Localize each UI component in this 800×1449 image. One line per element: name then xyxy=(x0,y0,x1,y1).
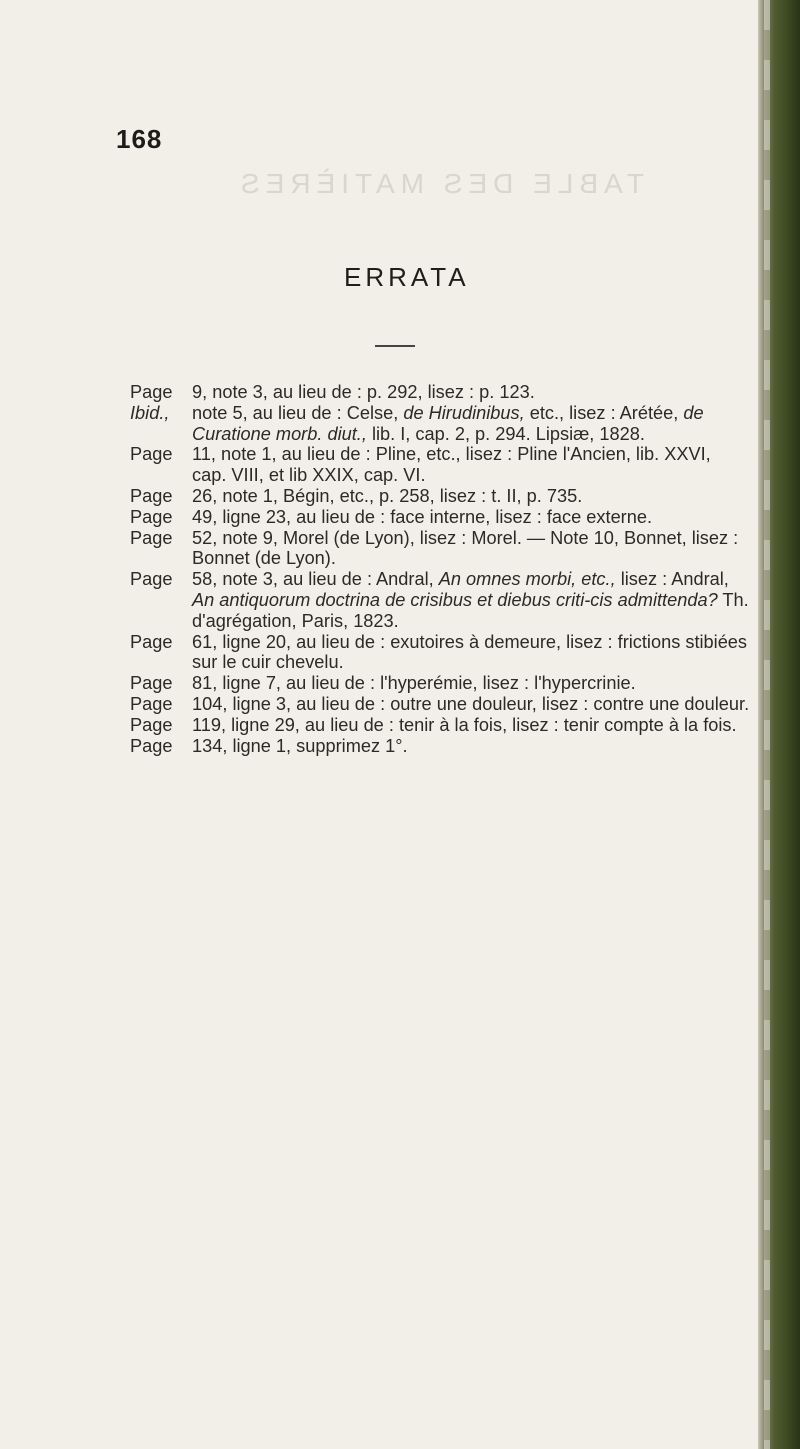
errata-entry xyxy=(130,486,750,507)
page-number: 168 xyxy=(116,124,163,154)
errata-entry xyxy=(130,632,750,674)
errata-entry xyxy=(130,569,750,631)
entry-italic: An antiquorum doctrina de crisibus et diebus criti-cis admittenda? xyxy=(192,589,718,610)
entry-text: 52, note 9, Morel (de Lyon), lisez : Morel. — Note 10, Bonnet, lisez : Bonnet (de Lyon). xyxy=(192,527,739,569)
errata-entry xyxy=(130,382,750,403)
errata-entry xyxy=(130,715,750,736)
page-title: ERRATA xyxy=(344,262,470,292)
entry-text: 81, ligne 7, au lieu de : l'hyperémie, lisez : l'hypercrinie. xyxy=(192,673,636,694)
entry-lead: Ibid., xyxy=(130,402,170,423)
errata-list xyxy=(130,382,750,756)
entry-italic: An omnes morbi, etc., xyxy=(438,569,616,590)
entry-lead: Page xyxy=(130,382,173,402)
entry-text: 49, ligne 23, au lieu de : face interne, lisez : face externe. xyxy=(192,506,653,527)
errata-entry xyxy=(130,444,750,486)
entry-lead: Page xyxy=(130,673,173,694)
entry-text: 134, ligne 1, supprimez 1°. xyxy=(192,735,408,756)
entry-italic: de Hirudinibus, xyxy=(403,402,525,423)
entry-text: 104, ligne 3, au lieu de : outre une douleur, lisez : contre une douleur. xyxy=(192,693,750,714)
entry-lead: Page xyxy=(130,527,173,548)
entry-text: etc., lisez : Arétée, xyxy=(524,402,684,423)
errata-entry xyxy=(130,736,750,757)
entry-lead: Page xyxy=(130,485,173,506)
entry-text: 58, note 3, au lieu de : Andral, xyxy=(192,569,439,590)
entry-text: 119, ligne 29, au lieu de : tenir à la fois, lisez : tenir compte à la fois. xyxy=(192,714,737,735)
entry-lead: Page xyxy=(130,714,173,735)
entry-italic: de Curatione morb. diut., xyxy=(192,402,704,444)
entry-text: 11, note 1, au lieu de : Pline, etc., lisez : Pline l'Ancien, lib. XXVI, cap. VIII, et lib XXIX, cap. VI. xyxy=(192,444,711,486)
entry-text: 26, note 1, Bégin, etc., p. 258, lisez : t. II, p. 735. xyxy=(192,485,583,506)
errata-entry xyxy=(130,403,750,445)
show-through-text: TABLE DES MATIÈRES xyxy=(235,168,644,199)
errata-entry xyxy=(130,528,750,570)
entry-text: lisez : Andral, xyxy=(615,569,729,590)
entry-lead: Page xyxy=(130,444,173,465)
entry-text: 9, note 3, au lieu de : p. 292, lisez : p. 123. xyxy=(192,382,535,402)
errata-entry xyxy=(130,507,750,528)
entry-lead: Page xyxy=(130,569,173,590)
entry-text: note 5, au lieu de : Celse, xyxy=(192,402,404,423)
entry-lead: Page xyxy=(130,631,173,652)
entry-lead: Page xyxy=(130,506,173,527)
errata-entry xyxy=(130,694,750,715)
title-rule xyxy=(375,345,415,347)
entry-text: Th. d'agrégation, Paris, 1823. xyxy=(192,589,749,631)
entry-text: lib. I, cap. 2, p. 294. Lipsiæ, 1828. xyxy=(366,423,645,444)
book-spine xyxy=(758,0,800,1449)
errata-entry xyxy=(130,673,750,694)
entry-text: 61, ligne 20, au lieu de : exutoires à demeure, lisez : frictions stibiées sur le cuir chevelu. xyxy=(192,631,748,673)
entry-lead: Page xyxy=(130,735,173,756)
entry-lead: Page xyxy=(130,693,173,714)
